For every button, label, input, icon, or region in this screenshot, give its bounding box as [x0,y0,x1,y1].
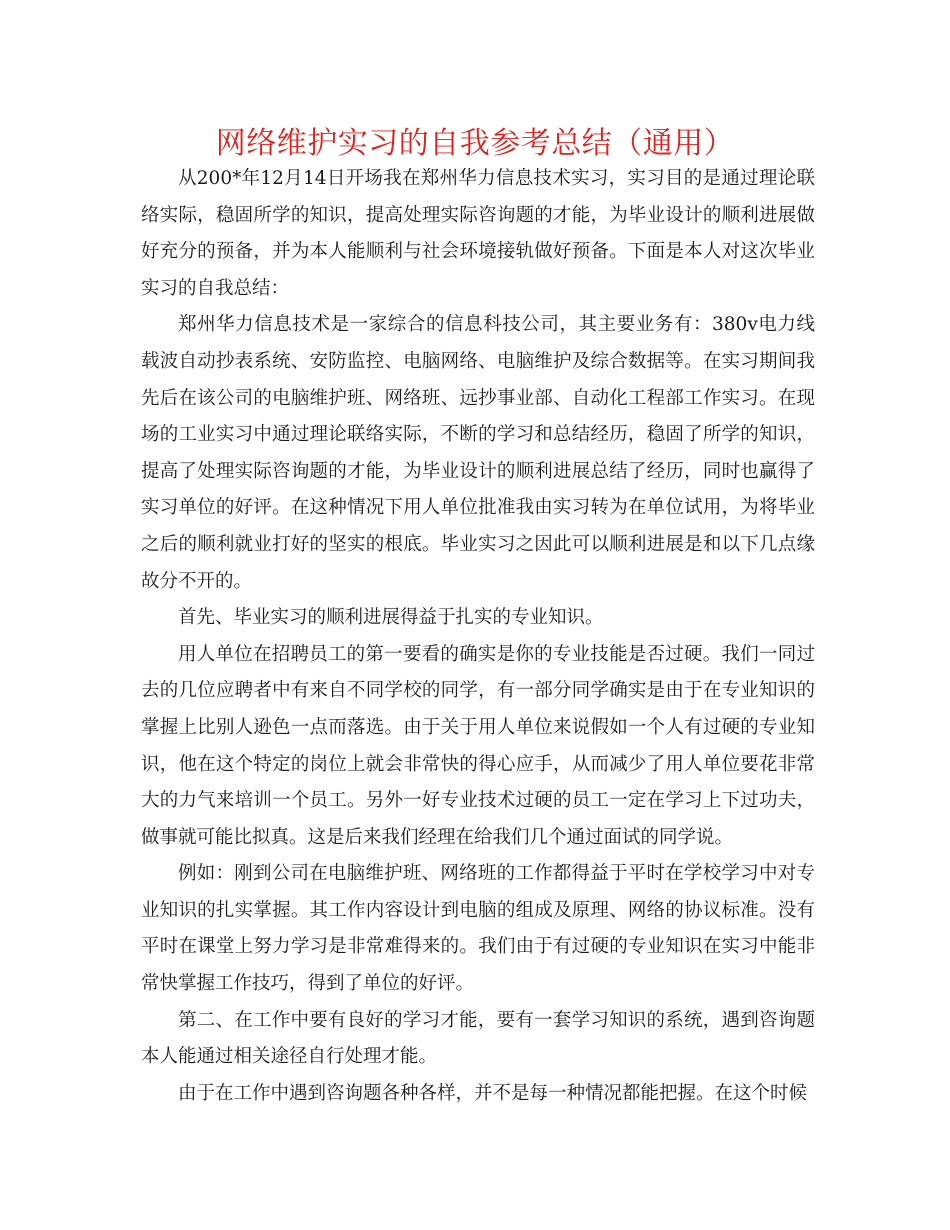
paragraph-1: 从200*年12月14日开场我在郑州华力信息技术实习，实习目的是通过理论联络实际，稳固所学的知识，提高处理实际咨询题的才能，为毕业设计的顺利进展做好充分的预备，并为本人能顺利与社会环境接轨做好预备。下面是本人对这次毕业实习的自我总结： [141,168,815,299]
paragraph-2: 郑州华力信息技术是一家综合的信息科技公司，其主要业务有：380v电力线载波自动抄表系统、安防监控、电脑网络、电脑维护及综合数据等。在实习期间我先后在该公司的电脑维护班、网络班、远抄事业部、自动化工程部工作实习。在现场的工业实习中通过理论联络实际，不断的学习和总结经历，稳固了所学的知识，提高了处理实际咨询题的才能，为毕业设计的顺利进展总结了经历，同时也赢得了实习单位的好评。在这种情况下用人单位批准我由实习转为在单位试用，为将毕业之后的顺利就业打好的坚实的根底。毕业实习之因此可以顺利进展是和以下几点缘故分不开的。 [141,314,815,592]
paragraph-5: 例如：刚到公司在电脑维护班、网络班的工作都得益于平时在学校学习中对专业知识的扎实掌握。其工作内容设计到电脑的组成及原理、网络的协议标准。没有平时在课堂上努力学习是非常难得来的。我们由于有过硬的专业知识在实习中能非常快掌握工作技巧，得到了单位的好评。 [141,863,815,995]
paragraph-4: 用人单位在招聘员工的第一要看的确实是你的专业技能是否过硬。我们一同过去的几位应聘者中有来自不同学校的同学，有一部分同学确实是由于在专业知识的掌握上比别人逊色一点而落选。由于关于用人单位来说假如一个人有过硬的专业知识，他在这个特定的岗位上就会非常快的得心应手，从而减少了用人单位要花非常大的力气来培训一个员工。另外一好专业技术过硬的员工一定在学习上下过功夫，做事就可能比拟真。这是后来我们经理在给我们几个通过面试的同学说。 [141,643,815,848]
document-body [141,161,815,1112]
paragraph-7: 由于在工作中遇到咨询题各种各样，并不是每一种情况都能把握。在这个时候 [178,1082,808,1104]
paragraph-6: 第二、在工作中要有良好的学习才能，要有一套学习知识的系统，遇到咨询题本人能通过相关途径自行处理才能。 [141,1009,815,1068]
paragraph-3: 首先、毕业实习的顺利进展得益于扎实的专业知识。 [178,607,604,629]
document-title: 网络维护实习的自我参考总结（通用） [215,126,735,161]
